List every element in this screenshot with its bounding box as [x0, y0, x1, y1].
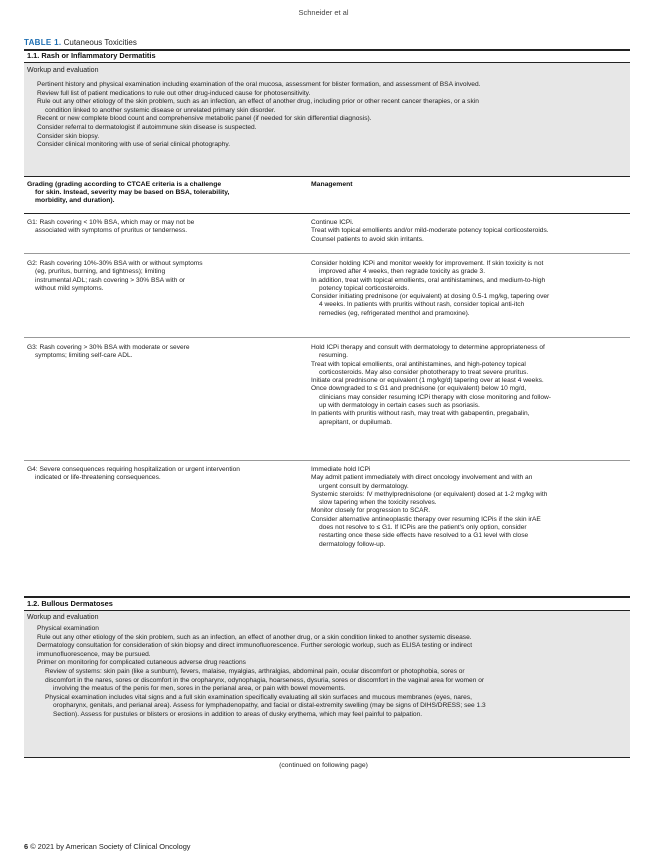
- grading-column-header: Grading (grading according to CTCAE criteria is a challenge for skin. Instead, severity may be based on BSA, tolerability, morbidity, and duration).: [27, 181, 230, 205]
- workup-line: condition linked to another systemic disease or unrelated primary skin disorder.: [45, 106, 276, 114]
- table-label: TABLE 1.: [24, 38, 62, 47]
- continued-note: (continued on following page): [279, 762, 368, 769]
- grade-g3-cell: G3: Rash covering > 30% BSA with moderate or severe symptoms; limiting self-care ADL.: [27, 344, 190, 360]
- section1-title: 1.1. Rash or Inflammatory Dermatitis: [27, 51, 156, 60]
- workup-line: Consider referral to dermatologist if autoimmune skin disease is suspected.: [37, 123, 257, 131]
- section1-workup-title: Workup and evaluation: [27, 67, 99, 74]
- workup-line: Rule out any other etiology of the skin problem, such as an infection, an effect of another drug, including prior or other recent cancer therapies, or a skin: [37, 98, 479, 106]
- workup-line: Section). Assess for pustules or blisters or erosions in addition to areas of dusky erythema, which may feel painful to palpation.: [53, 710, 423, 718]
- workup-line: Rule out any other etiology of the skin problem, such as an infection, an effect of another drug, or a skin condition linked to another systemic disease.: [37, 633, 472, 641]
- management-g3-cell: Hold ICPi therapy and consult with dermatology to determine appropriateness of resuming. Treat with topical emollients, oral antihistamines, and high-potency topical corticosteroids. May also consider phototherapy to treat severe pruritus. Initiate oral prednisone or equivalent (1 mg/kg/d) tapering over at least 4 weeks. Once downgraded to ≤ G1 and prednisone (or equivalent) below 10 mg/d, clinicians may consider resuming ICPi therapy with close monitoring and follow- up with dermatology in certain cases such as psoriasis. In patients with pruritis without rash, may treat with gabapentin, pregabalin, aprepitant, or dupilumab.: [311, 344, 551, 426]
- grade-g2-cell: G2: Rash covering 10%-30% BSA with or without symptoms (eg, pruritus, burning, and tightness); limiting instrumental ADL; rash covering > 30% BSA with or without mild symptoms.: [27, 260, 203, 292]
- grade-g1-cell: G1: Rash covering < 10% BSA, which may or may not be associated with symptoms of pruritus or tenderness.: [27, 219, 195, 235]
- header-top-rule: [24, 176, 630, 177]
- table-caption: [24, 38, 137, 47]
- section2-bottom-rule: [24, 757, 630, 758]
- workup-line: Primer on monitoring for complicated cutaneous adverse drug reactions: [37, 659, 246, 667]
- workup-line: oropharynx, genitals, and perianal area). Assess for lymphadenopathy, and facial or distal-extremity swelling (may be signs of DIHS/DRESS; see 1.3: [53, 702, 486, 710]
- workup-line: Physical examination includes vital signs and a full skin examination specifically evaluating all skin surfaces and mucous membranes (eyes, nares,: [45, 693, 472, 701]
- section2-workup-list: [37, 625, 629, 720]
- grade-g4-cell: G4: Severe consequences requiring hospitalization or urgent intervention indicated or life-threatening consequences.: [27, 466, 240, 482]
- workup-line: Physical examination: [37, 625, 99, 632]
- section2-workup-title: Workup and evaluation: [27, 614, 99, 621]
- workup-line: Review full list of patient medications to rule out other drug-induced cause for photosensitivity.: [37, 89, 311, 97]
- workup-line: discomfort in the nares, sores or discomfort in the oropharynx, odynophagia, hoarseness, dysuria, sores or discomfort in the vaginal area for women or: [45, 676, 485, 684]
- workup-line: Consider skin biopsy.: [37, 132, 100, 140]
- section2-top-rule: [24, 596, 630, 598]
- row-separator: [24, 253, 630, 254]
- copyright-text: © 2021 by American Society of Clinical Oncology: [30, 842, 191, 851]
- workup-line: Consider clinical monitoring with use of serial clinical photography.: [37, 141, 231, 149]
- workup-line: Recent or new complete blood count and comprehensive metabolic panel (if needed for skin differential diagnosis).: [37, 115, 372, 123]
- running-head: Schneider et al: [298, 8, 349, 17]
- workup-line: Pertinent history and physical examination including examination of the oral mucosa, assessment for blister formation, and assessment of BSA involved.: [37, 81, 481, 88]
- management-g4-cell: Immediate hold ICPi May admit patient immediately with direct oncology involvement and with an urgent consult by dermatology. Systemic steroids: IV methylprednisolone (or equivalent) dosed at 1-2 mg/kg with slow tapering when the toxicity resolves. Monitor closely for progression to SCAR. Consider alternative antineoplastic therapy over resuming ICPis if the skin irAE does not resolve to ≤ G1. If ICPis are the patient's only option, consider restarting once these side effects have resolved to a G1 level with close dermatology follow-up.: [311, 466, 548, 548]
- page-number: 6: [24, 842, 29, 851]
- section1-workup-list: [37, 81, 622, 150]
- workup-line: involving the meatus of the penis for men, sores in the perianal area, or pain with bowel movements.: [53, 685, 346, 693]
- row-separator: [24, 337, 630, 338]
- page-footer: [24, 842, 191, 851]
- management-g1-cell: Continue ICPi. Treat with topical emollients and/or mild-moderate potency topical corticosteroids. Counsel patients to avoid skin irritants.: [311, 219, 549, 243]
- management-column-header: Management: [311, 181, 353, 188]
- workup-line: Dermatology consultation for consideration of skin biopsy and direct immunofluorescence. Further serologic workup, such as ELISA testing or indirect: [37, 642, 473, 650]
- workup-line: immunofluorescence, may be pursued.: [37, 650, 151, 658]
- management-g2-cell: Consider holding ICPi and monitor weekly for improvement. If skin toxicity is not improved after 4 weeks, then regrade toxicity as grade 3. In addition, treat with topical emollients, oral antihistamines, and medium-to-high potency topical corticosteroids. Consider initiating prednisone (or equivalent) at dosing 0.5-1 mg/kg, tapering over 4 weeks. In patients with pruritis without rash, consider topical anti-itch remedies (eg, refrigerated menthol and pramoxine).: [311, 260, 550, 317]
- row-separator: [24, 460, 630, 461]
- workup-line: Review of systems: skin pain (like a sunburn), fevers, malaise, myalgias, arthralgias, abdominal pain, ocular discomfort or photophobia, sores or: [45, 667, 465, 675]
- header-bottom-rule: [24, 213, 630, 214]
- table-title: Cutaneous Toxicities: [63, 38, 137, 47]
- section2-title: 1.2. Bullous Dermatoses: [27, 599, 113, 608]
